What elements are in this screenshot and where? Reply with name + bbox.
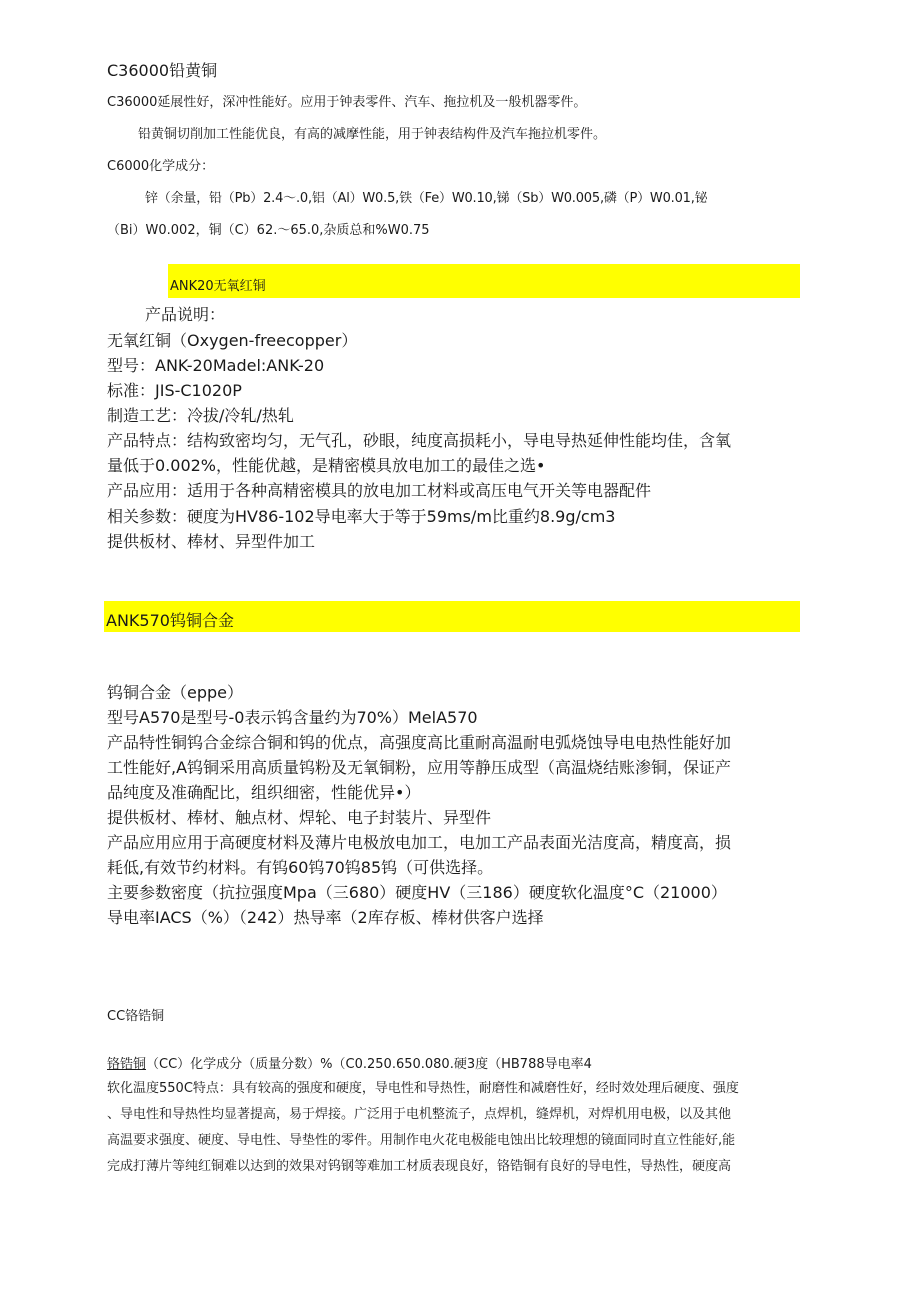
cc-chem-prefix: 铬锆铜 [107,1057,147,1072]
ank20-line-3: 标准：JIS-C1020P [107,381,242,400]
ank570-line-5: 提供板材、棒材、触点材、焊轮、电子封装片、异型件 [107,808,492,827]
section-banner-ank20 [168,264,800,298]
ank570-line-8: 主要参数密度（抗拉强度Mpa（三680）硬度HV（三186）硬度软化温度°C（21000） [107,883,727,902]
c36000-description: C36000延展性好，深冲性能好。应用于钟表零件、汽车、拖拉机及一般机器零件。 [107,95,587,110]
c36000-chem-line-2: （Bi）W0.002，铜（C）62.～65.0,杂质总和%W0.75 [107,223,430,238]
ank20-line-0: 产品说明： [145,305,226,324]
ank20-line-5: 产品特点：结构致密均匀，无气孔，砂眼，纯度高损耗小，导电导热延伸性能均佳，含氧 [107,431,732,450]
ank570-line-7: 耗低,有效节约材料。有钨60钨70钨85钨（可供选择。 [107,858,494,877]
ank570-line-2: 产品特性铜钨合金综合铜和钨的优点，高强度高比重耐高温耐电弧烧蚀导电电热性能好加 [107,733,732,752]
section-title-ank20: ANK20无氧红铜 [170,279,266,294]
section-banner-ank570 [104,601,800,632]
ank570-line-9: 导电率IACS（%）（242）热导率（2库存板、棒材供客户选择 [107,908,544,927]
section-title-c36000: C36000铅黄铜 [107,61,218,80]
ank20-line-9: 提供板材、棒材、异型件加工 [107,532,316,551]
c36000-description-2: 铅黄铜切削加工性能优良，有高的减摩性能，用于钟表结构件及汽车拖拉机零件。 [138,127,607,142]
ank20-line-4: 制造工艺：冷拔/冷轧/热轧 [107,406,294,425]
cc-chem-rest: （CC）化学成分（质量分数）%（C0.250.650.080.硬3度（HB788导电率4 [146,1057,592,1072]
ank570-line-0: 钨铜合金（eppe） [107,683,244,702]
ank20-line-1: 无氧红铜（Oxygen-freecopper） [107,331,358,350]
ank570-line-4: 品纯度及准确配比，组织细密，性能优异•） [107,783,421,802]
cc-line-1: 、导电性和导热性均显著提高，易于焊接。广泛用于电机整流子，点焊机，缝焊机，对焊机用电极，以及其他 [107,1107,732,1122]
cc-line-2: 高温要求强度、硬度、导电性、导垫性的零件。用制作电火花电极能电蚀出比较理想的镜面同时直立性能好,能 [107,1133,736,1148]
c36000-chem-label: C6000化学成分： [107,159,215,174]
section-title-cc: CC铬锆铜 [107,1009,165,1024]
cc-chem-line [107,1053,592,1072]
cc-line-0: 软化温度550C特点：具有较高的强度和硬度，导电性和导热性，耐磨性和减磨性好，经时效处理后硬度、强度 [107,1081,739,1096]
cc-line-3: 完成打薄片等纯红铜难以达到的效果对钨钢等难加工材质表现良好，铬锆铜有良好的导电性，导热性，硬度高 [107,1159,732,1174]
c36000-chem-line-1: 锌（余量，铅（Pb）2.4～.0,铝（Al）W0.5,铁（Fe）W0.10,锑（Sb）W0.005,磷（P）W0.01,铋 [145,191,708,206]
ank20-line-2: 型号：ANK-20Madel:ANK-20 [107,356,325,375]
ank20-line-7: 产品应用：适用于各种高精密模具的放电加工材料或高压电气开关等电器配件 [107,481,652,500]
section-title-ank570: ANK570钨铜合金 [106,611,234,630]
ank20-line-6: 量低于0.002%，性能优越，是精密模具放电加工的最佳之选• [107,456,546,475]
ank570-line-6: 产品应用应用于高硬度材料及薄片电极放电加工，电加工产品表面光洁度高，精度高，损 [107,833,732,852]
ank570-line-1: 型号A570是型号-0表示钨含量约为70%）MelA570 [107,708,478,727]
ank20-line-8: 相关参数：硬度为HV86-102导电率大于等于59ms/m比重约8.9g/cm3 [107,507,616,526]
ank570-line-3: 工性能好,A钨铜采用高质量钨粉及无氧铜粉，应用等静压成型（高温烧结账渗铜，保证产 [107,758,732,777]
